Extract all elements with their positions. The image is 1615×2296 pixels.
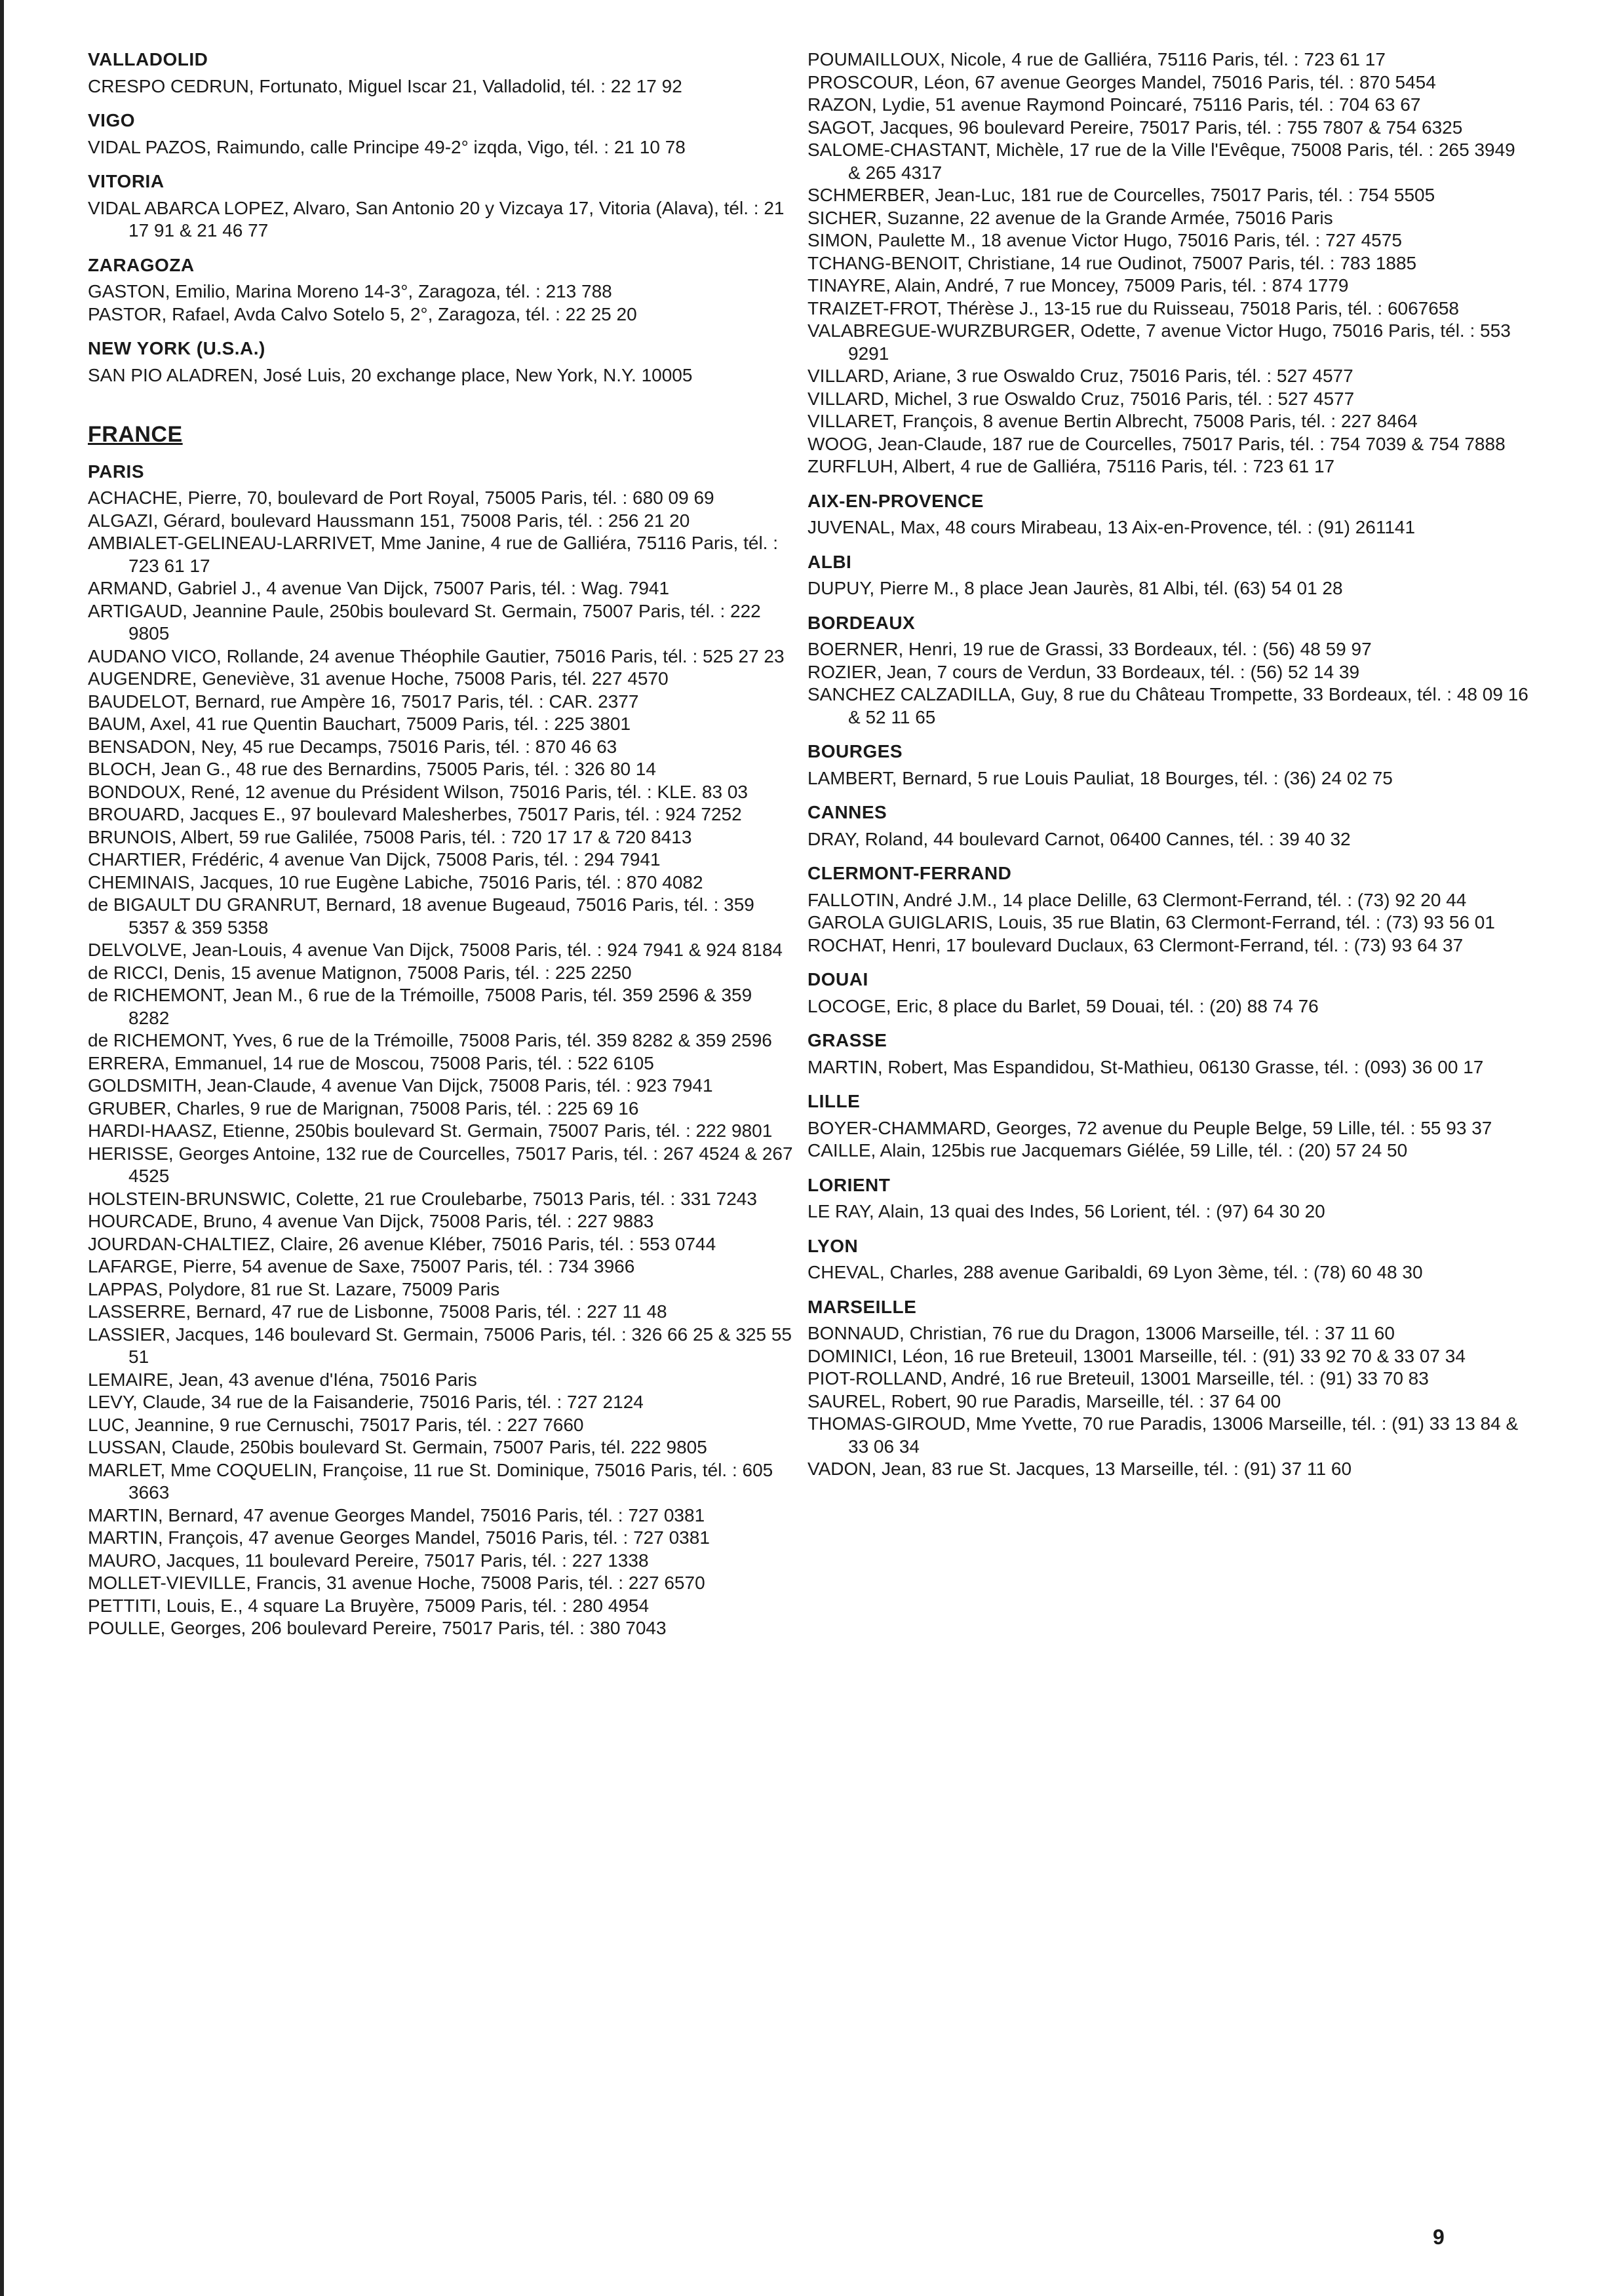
directory-section <box>808 1235 1528 1284</box>
directory-entry: BLOCH, Jean G., 48 rue des Bernardins, 75005 Paris, tél. : 326 80 14 <box>88 759 656 779</box>
directory-entry: VADON, Jean, 83 rue St. Jacques, 13 Marseille, tél. : (91) 37 11 60 <box>808 1459 1352 1479</box>
city-heading: VIGO <box>88 110 136 130</box>
directory-entry: DELVOLVE, Jean-Louis, 4 avenue Van Dijck, 75008 Paris, tél. : 924 7941 & 924 8184 <box>88 940 783 960</box>
directory-entry: PASTOR, Rafael, Avda Calvo Sotelo 5, 2°, Zaragoza, tél. : 22 25 20 <box>88 303 637 324</box>
directory-entry: ACHACHE, Pierre, 70, boulevard de Port Royal, 75005 Paris, tél. : 680 09 69 <box>88 488 714 508</box>
directory-entry: HOLSTEIN-BRUNSWIC, Colette, 21 rue Croulebarbe, 75013 Paris, tél. : 331 7243 <box>88 1188 757 1209</box>
directory-entry: CAILLE, Alain, 125bis rue Jacquemars Giélée, 59 Lille, tél. : (20) 57 24 50 <box>808 1140 1408 1160</box>
directory-section <box>88 461 796 1640</box>
directory-section <box>808 490 1528 539</box>
directory-entry: RAZON, Lydie, 51 avenue Raymond Poincaré, 75116 Paris, tél. : 704 63 67 <box>808 94 1421 115</box>
directory-entry: MARTIN, Bernard, 47 avenue Georges Mandel, 75016 Paris, tél. : 727 0381 <box>88 1504 705 1525</box>
directory-entry: GOLDSMITH, Jean-Claude, 4 avenue Van Dijck, 75008 Paris, tél. : 923 7941 <box>88 1075 713 1096</box>
directory-entry: ALGAZI, Gérard, boulevard Haussmann 151, 75008 Paris, tél. : 256 21 20 <box>88 510 690 531</box>
directory-section <box>808 740 1528 790</box>
directory-entry: BAUM, Axel, 41 rue Quentin Bauchart, 75009 Paris, tél. : 225 3801 <box>88 714 631 734</box>
directory-entry: SALOME-CHASTANT, Michèle, 17 rue de la Ville l'Evêque, 75008 Paris, tél. : 265 3949 & 265 4317 <box>808 140 1515 183</box>
directory-entry: MARLET, Mme COQUELIN, Françoise, 11 rue St. Dominique, 75016 Paris, tél. : 605 3663 <box>88 1459 773 1502</box>
city-heading: DOUAI <box>808 969 868 989</box>
directory-entry: LAPPAS, Polydore, 81 rue St. Lazare, 75009 Paris <box>88 1278 500 1299</box>
directory-entry: VALABREGUE-WURZBURGER, Odette, 7 avenue Victor Hugo, 75016 Paris, tél. : 553 9291 <box>808 320 1511 364</box>
directory-entry: MAURO, Jacques, 11 boulevard Pereire, 75017 Paris, tél. : 227 1338 <box>88 1550 649 1571</box>
directory-entry: BAUDELOT, Bernard, rue Ampère 16, 75017 Paris, tél. : CAR. 2377 <box>88 691 639 712</box>
directory-entry: GRUBER, Charles, 9 rue de Marignan, 75008 Paris, tél. : 225 69 16 <box>88 1098 639 1119</box>
directory-entry: de RICCI, Denis, 15 avenue Matignon, 75008 Paris, tél. : 225 2250 <box>88 962 632 983</box>
directory-entry: WOOG, Jean-Claude, 187 rue de Courcelles, 75017 Paris, tél. : 754 7039 & 754 7888 <box>808 433 1506 454</box>
directory-entry: MOLLET-VIEVILLE, Francis, 31 avenue Hoche, 75008 Paris, tél. : 227 6570 <box>88 1573 705 1593</box>
city-heading: GRASSE <box>808 1030 887 1050</box>
directory-entry: GASTON, Emilio, Marina Moreno 14-3°, Zaragoza, tél. : 213 788 <box>88 281 612 301</box>
directory-entry: VILLARD, Ariane, 3 rue Oswaldo Cruz, 75016 Paris, tél. : 527 4577 <box>808 366 1353 386</box>
directory-entry: BONNAUD, Christian, 76 rue du Dragon, 13006 Marseille, tél. : 37 11 60 <box>808 1323 1395 1343</box>
directory-entry: MARTIN, Robert, Mas Espandidou, St-Mathieu, 06130 Grasse, tél. : (093) 36 00 17 <box>808 1056 1484 1077</box>
directory-entry: LASSIER, Jacques, 146 boulevard St. Germain, 75006 Paris, tél. : 326 66 25 & 325 55 51 <box>88 1324 792 1367</box>
right-column <box>808 48 1528 1481</box>
directory-entry: SAGOT, Jacques, 96 boulevard Pereire, 75017 Paris, tél. : 755 7807 & 754 6325 <box>808 117 1463 138</box>
directory-entry: SICHER, Suzanne, 22 avenue de la Grande Armée, 75016 Paris <box>808 207 1333 228</box>
directory-section <box>808 968 1528 1018</box>
city-heading: AIX-EN-PROVENCE <box>808 490 984 511</box>
directory-entry: AUDANO VICO, Rollande, 24 avenue Théophile Gautier, 75016 Paris, tél. : 525 27 23 <box>88 645 785 666</box>
directory-entry: MARTIN, François, 47 avenue Georges Mandel, 75016 Paris, tél. : 727 0381 <box>88 1527 710 1548</box>
directory-section <box>88 170 796 242</box>
city-heading: LORIENT <box>808 1174 891 1195</box>
directory-entry: de BIGAULT DU GRANRUT, Bernard, 18 avenue Bugeaud, 75016 Paris, tél. : 359 5357 & 359 5358 <box>88 894 754 938</box>
city-heading: ALBI <box>808 551 852 572</box>
directory-section <box>808 612 1528 729</box>
city-heading: BORDEAUX <box>808 612 916 633</box>
country-heading: FRANCE <box>88 422 183 447</box>
directory-entry: VIDAL ABARCA LOPEZ, Alvaro, San Antonio 20 y Vizcaya 17, Vitoria (Alava), tél. : 21 17 91 & 21 46 77 <box>88 197 785 240</box>
directory-section <box>808 1029 1528 1079</box>
directory-entry: LEMAIRE, Jean, 43 avenue d'Iéna, 75016 Paris <box>88 1369 477 1390</box>
directory-entry: HARDI-HAASZ, Etienne, 250bis boulevard St. Germain, 75007 Paris, tél. : 222 9801 <box>88 1120 773 1141</box>
directory-entry: LE RAY, Alain, 13 quai des Indes, 56 Lorient, tél. : (97) 64 30 20 <box>808 1201 1325 1221</box>
directory-entry: POUMAILLOUX, Nicole, 4 rue de Galliéra, 75116 Paris, tél. : 723 61 17 <box>808 49 1386 69</box>
directory-entry: ZURFLUH, Albert, 4 rue de Galliéra, 75116 Paris, tél. : 723 61 17 <box>808 456 1335 476</box>
directory-section <box>808 551 1528 600</box>
directory-entry: LOCOGE, Eric, 8 place du Barlet, 59 Douai, tél. : (20) 88 74 76 <box>808 995 1319 1016</box>
directory-section <box>808 1090 1528 1162</box>
city-heading: VITORIA <box>88 171 165 191</box>
directory-section <box>808 801 1528 851</box>
directory-entry: SCHMERBER, Jean-Luc, 181 rue de Courcelles, 75017 Paris, tél. : 754 5505 <box>808 185 1435 205</box>
directory-entry: LUC, Jeannine, 9 rue Cernuschi, 75017 Paris, tél. : 227 7660 <box>88 1414 584 1435</box>
directory-entry: ARMAND, Gabriel J., 4 avenue Van Dijck, 75007 Paris, tél. : Wag. 7941 <box>88 578 670 598</box>
directory-entry: HERISSE, Georges Antoine, 132 rue de Courcelles, 75017 Paris, tél. : 267 4524 & 267 4525 <box>88 1143 793 1186</box>
directory-entry: JUVENAL, Max, 48 cours Mirabeau, 13 Aix-en-Provence, tél. : (91) 261141 <box>808 517 1416 537</box>
directory-entry: BRUNOIS, Albert, 59 rue Galilée, 75008 Paris, tél. : 720 17 17 & 720 8413 <box>88 826 692 847</box>
directory-section <box>808 1296 1528 1481</box>
directory-entry: CHEMINAIS, Jacques, 10 rue Eugène Labiche, 75016 Paris, tél. : 870 4082 <box>88 871 703 892</box>
directory-entry: ROCHAT, Henri, 17 boulevard Duclaux, 63 Clermont-Ferrand, tél. : (73) 93 64 37 <box>808 934 1464 955</box>
page-edge <box>0 0 4 2296</box>
directory-entry: LAMBERT, Bernard, 5 rue Louis Pauliat, 18 Bourges, tél. : (36) 24 02 75 <box>808 767 1393 788</box>
directory-section <box>88 337 796 387</box>
directory-entry: DOMINICI, Léon, 16 rue Breteuil, 13001 Marseille, tél. : (91) 33 92 70 & 33 07 34 <box>808 1345 1466 1366</box>
directory-entry: PIOT-ROLLAND, André, 16 rue Breteuil, 13001 Marseille, tél. : (91) 33 70 83 <box>808 1368 1429 1388</box>
directory-section <box>808 48 1528 478</box>
directory-entry: de RICHEMONT, Jean M., 6 rue de la Trémoille, 75008 Paris, tél. 359 2596 & 359 8282 <box>88 985 752 1028</box>
directory-section <box>88 423 796 446</box>
city-heading: BOURGES <box>808 741 903 761</box>
directory-entry: CHARTIER, Frédéric, 4 avenue Van Dijck, 75008 Paris, tél. : 294 7941 <box>88 849 661 870</box>
directory-entry: HOURCADE, Bruno, 4 avenue Van Dijck, 75008 Paris, tél. : 227 9883 <box>88 1211 654 1231</box>
city-heading: VALLADOLID <box>88 49 208 69</box>
directory-entry: ROZIER, Jean, 7 cours de Verdun, 33 Bordeaux, tél. : (56) 52 14 39 <box>808 661 1360 682</box>
directory-entry: BOYER-CHAMMARD, Georges, 72 avenue du Peuple Belge, 59 Lille, tél. : 55 93 37 <box>808 1117 1492 1138</box>
directory-entry: LUSSAN, Claude, 250bis boulevard St. Germain, 75007 Paris, tél. 222 9805 <box>88 1437 707 1457</box>
city-heading: LILLE <box>808 1091 861 1111</box>
directory-entry: TINAYRE, Alain, André, 7 rue Moncey, 75009 Paris, tél. : 874 1779 <box>808 275 1349 296</box>
directory-entry: SANCHEZ CALZADILLA, Guy, 8 rue du Château Trompette, 33 Bordeaux, tél. : 48 09 16 & 52 11 65 <box>808 684 1528 727</box>
directory-entry: CRESPO CEDRUN, Fortunato, Miguel Iscar 21, Valladolid, tél. : 22 17 92 <box>88 75 682 96</box>
directory-entry: VILLARD, Michel, 3 rue Oswaldo Cruz, 75016 Paris, tél. : 527 4577 <box>808 388 1355 409</box>
directory-entry: ERRERA, Emmanuel, 14 rue de Moscou, 75008 Paris, tél. : 522 6105 <box>88 1052 654 1073</box>
directory-entry: AMBIALET-GELINEAU-LARRIVET, Mme Janine, 4 rue de Galliéra, 75116 Paris, tél. : 723 61 17 <box>88 533 779 576</box>
city-heading: CLERMONT-FERRAND <box>808 863 1012 883</box>
directory-entry: LASSERRE, Bernard, 47 rue de Lisbonne, 75008 Paris, tél. : 227 11 48 <box>88 1301 667 1322</box>
directory-entry: BROUARD, Jacques E., 97 boulevard Malesherbes, 75017 Paris, tél. : 924 7252 <box>88 804 742 824</box>
directory-entry: LEVY, Claude, 34 rue de la Faisanderie, 75016 Paris, tél. : 727 2124 <box>88 1392 644 1412</box>
directory-entry: PROSCOUR, Léon, 67 avenue Georges Mandel, 75016 Paris, tél. : 870 5454 <box>808 71 1436 92</box>
directory-entry: JOURDAN-CHALTIEZ, Claire, 26 avenue Kléber, 75016 Paris, tél. : 553 0744 <box>88 1233 716 1254</box>
directory-entry: de RICHEMONT, Yves, 6 rue de la Trémoille, 75008 Paris, tél. 359 8282 & 359 2596 <box>88 1030 772 1050</box>
city-heading: LYON <box>808 1235 859 1256</box>
directory-entry: VIDAL PAZOS, Raimundo, calle Principe 49-2° izqda, Vigo, tél. : 21 10 78 <box>88 136 686 157</box>
directory-entry: TRAIZET-FROT, Thérèse J., 13-15 rue du Ruisseau, 75018 Paris, tél. : 6067658 <box>808 297 1459 318</box>
directory-entry: BOERNER, Henri, 19 rue de Grassi, 33 Bordeaux, tél. : (56) 48 59 97 <box>808 639 1372 659</box>
city-heading: ZARAGOZA <box>88 254 195 275</box>
city-heading: PARIS <box>88 461 144 482</box>
directory-entry: DUPUY, Pierre M., 8 place Jean Jaurès, 81 Albi, tél. (63) 54 01 28 <box>808 578 1343 598</box>
directory-entry: LAFARGE, Pierre, 54 avenue de Saxe, 75007 Paris, tél. : 734 3966 <box>88 1256 635 1276</box>
directory-entry: SAN PIO ALADREN, José Luis, 20 exchange place, New York, N.Y. 10005 <box>88 364 693 385</box>
city-heading: MARSEILLE <box>808 1296 917 1317</box>
city-heading: CANNES <box>808 802 887 822</box>
directory-entry: CHEVAL, Charles, 288 avenue Garibaldi, 69 Lyon 3ème, tél. : (78) 60 48 30 <box>808 1262 1423 1282</box>
directory-entry: VILLARET, François, 8 avenue Bertin Albrecht, 75008 Paris, tél. : 227 8464 <box>808 411 1418 431</box>
directory-entry: TCHANG-BENOIT, Christiane, 14 rue Oudinot, 75007 Paris, tél. : 783 1885 <box>808 252 1417 273</box>
page-number: 9 <box>1433 2225 1445 2249</box>
directory-entry: FALLOTIN, André J.M., 14 place Delille, 63 Clermont-Ferrand, tél. : (73) 92 20 44 <box>808 889 1467 910</box>
directory-entry: THOMAS-GIROUD, Mme Yvette, 70 rue Paradis, 13006 Marseille, tél. : (91) 33 13 84 & 33 06 34 <box>808 1413 1519 1457</box>
directory-entry: ARTIGAUD, Jeannine Paule, 250bis boulevard St. Germain, 75007 Paris, tél. : 222 9805 <box>88 600 761 643</box>
city-heading: NEW YORK (U.S.A.) <box>88 338 265 358</box>
directory-section <box>808 862 1528 957</box>
directory-entry: POULLE, Georges, 206 boulevard Pereire, 75017 Paris, tél. : 380 7043 <box>88 1618 667 1638</box>
directory-section <box>88 109 796 159</box>
directory-entry: AUGENDRE, Geneviève, 31 avenue Hoche, 75008 Paris, tél. 227 4570 <box>88 668 669 689</box>
directory-entry: BONDOUX, René, 12 avenue du Président Wilson, 75016 Paris, tél. : KLE. 83 03 <box>88 781 748 802</box>
directory-section <box>88 254 796 326</box>
directory-entry: SIMON, Paulette M., 18 avenue Victor Hugo, 75016 Paris, tél. : 727 4575 <box>808 230 1402 250</box>
directory-entry: PETTITI, Louis, E., 4 square La Bruyère, 75009 Paris, tél. : 280 4954 <box>88 1595 650 1616</box>
directory-section <box>88 48 796 98</box>
directory-entry: GAROLA GUIGLARIS, Louis, 35 rue Blatin, 63 Clermont-Ferrand, tél. : (73) 93 56 01 <box>808 912 1495 932</box>
directory-entry: DRAY, Roland, 44 boulevard Carnot, 06400 Cannes, tél. : 39 40 32 <box>808 828 1351 849</box>
directory-entry: BENSADON, Ney, 45 rue Decamps, 75016 Paris, tél. : 870 46 63 <box>88 736 617 757</box>
directory-section <box>808 1174 1528 1223</box>
left-column <box>88 48 796 1640</box>
directory-entry: SAUREL, Robert, 90 rue Paradis, Marseille, tél. : 37 64 00 <box>808 1390 1281 1411</box>
